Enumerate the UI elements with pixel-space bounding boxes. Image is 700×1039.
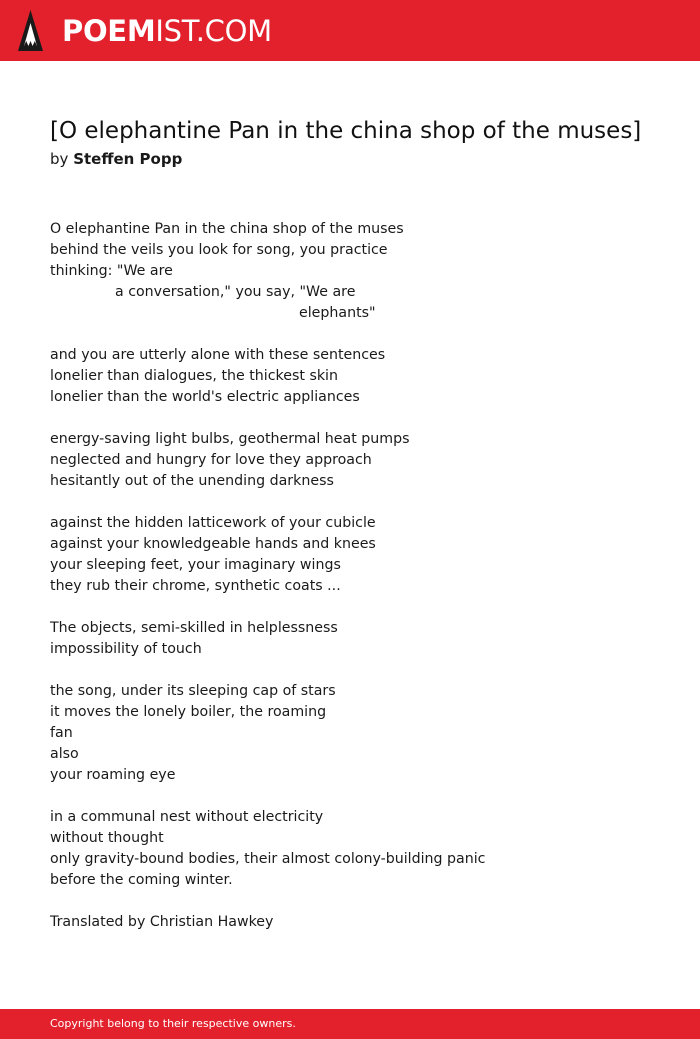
poem-line: against your knowledgeable hands and knees [50,536,376,552]
poem-line: energy-saving light bulbs, geothermal heat pumps [50,431,410,447]
site-header [0,0,700,61]
stanza-break [50,891,650,912]
poem-line: and you are utterly alone with these sentences [50,347,386,363]
site-footer [0,1009,700,1039]
logo-strong-text: POEM [62,14,156,48]
logo-light-text: IST.COM [155,14,272,48]
poem-body [50,219,650,933]
poem-line: elephants" [299,305,376,321]
poem-line: The objects, semi-skilled in helplessness [50,620,338,636]
stanza-break [50,786,650,807]
poem-line: neglected and hungry for love they approach [50,452,372,468]
poem-line: O elephantine Pan in the china shop of the muses [50,221,404,237]
poem-line: they rub their chrome, synthetic coats ... [50,578,341,594]
poem-line: without thought [50,830,164,846]
poem-title: [O elephantine Pan in the china shop of the muses] [50,118,642,144]
pencil-tip-icon[interactable] [18,10,43,51]
poem-line: hesitantly out of the unending darkness [50,473,334,489]
poem-line: your roaming eye [50,767,176,783]
poem-line: your sleeping feet, your imaginary wings [50,557,341,573]
stanza-break [50,597,650,618]
poem-line: only gravity-bound bodies, their almost colony-building panic [50,851,486,867]
poem-line: behind the veils you look for song, you practice [50,242,388,258]
poem-line: it moves the lonely boiler, the roaming [50,704,327,720]
author-name: Steffen Popp [73,150,183,168]
poem-line: fan [50,725,73,741]
stanza-break [50,324,650,345]
poem-line: a conversation," you say, "We are [115,284,356,300]
stanza-break [50,408,650,429]
poem-line: in a communal nest without electricity [50,809,324,825]
poem-line: the song, under its sleeping cap of stars [50,683,336,699]
site-logo[interactable] [62,11,272,51]
translator-credit: Translated by Christian Hawkey [50,914,274,930]
poem-line: thinking: "We are [50,263,173,279]
poem-line: against the hidden latticework of your cubicle [50,515,376,531]
poem-line: lonelier than the world's electric appliances [50,389,360,405]
poem-line: before the coming winter. [50,872,233,888]
poem-line: also [50,746,79,762]
stanza-break [50,660,650,681]
poem-line: impossibility of touch [50,641,202,657]
byline [50,148,182,170]
poem-line: lonelier than dialogues, the thickest skin [50,368,338,384]
copyright-notice: Copyright belong to their respective owners. [50,1017,296,1030]
by-label: by [50,150,69,168]
stanza-break [50,492,650,513]
